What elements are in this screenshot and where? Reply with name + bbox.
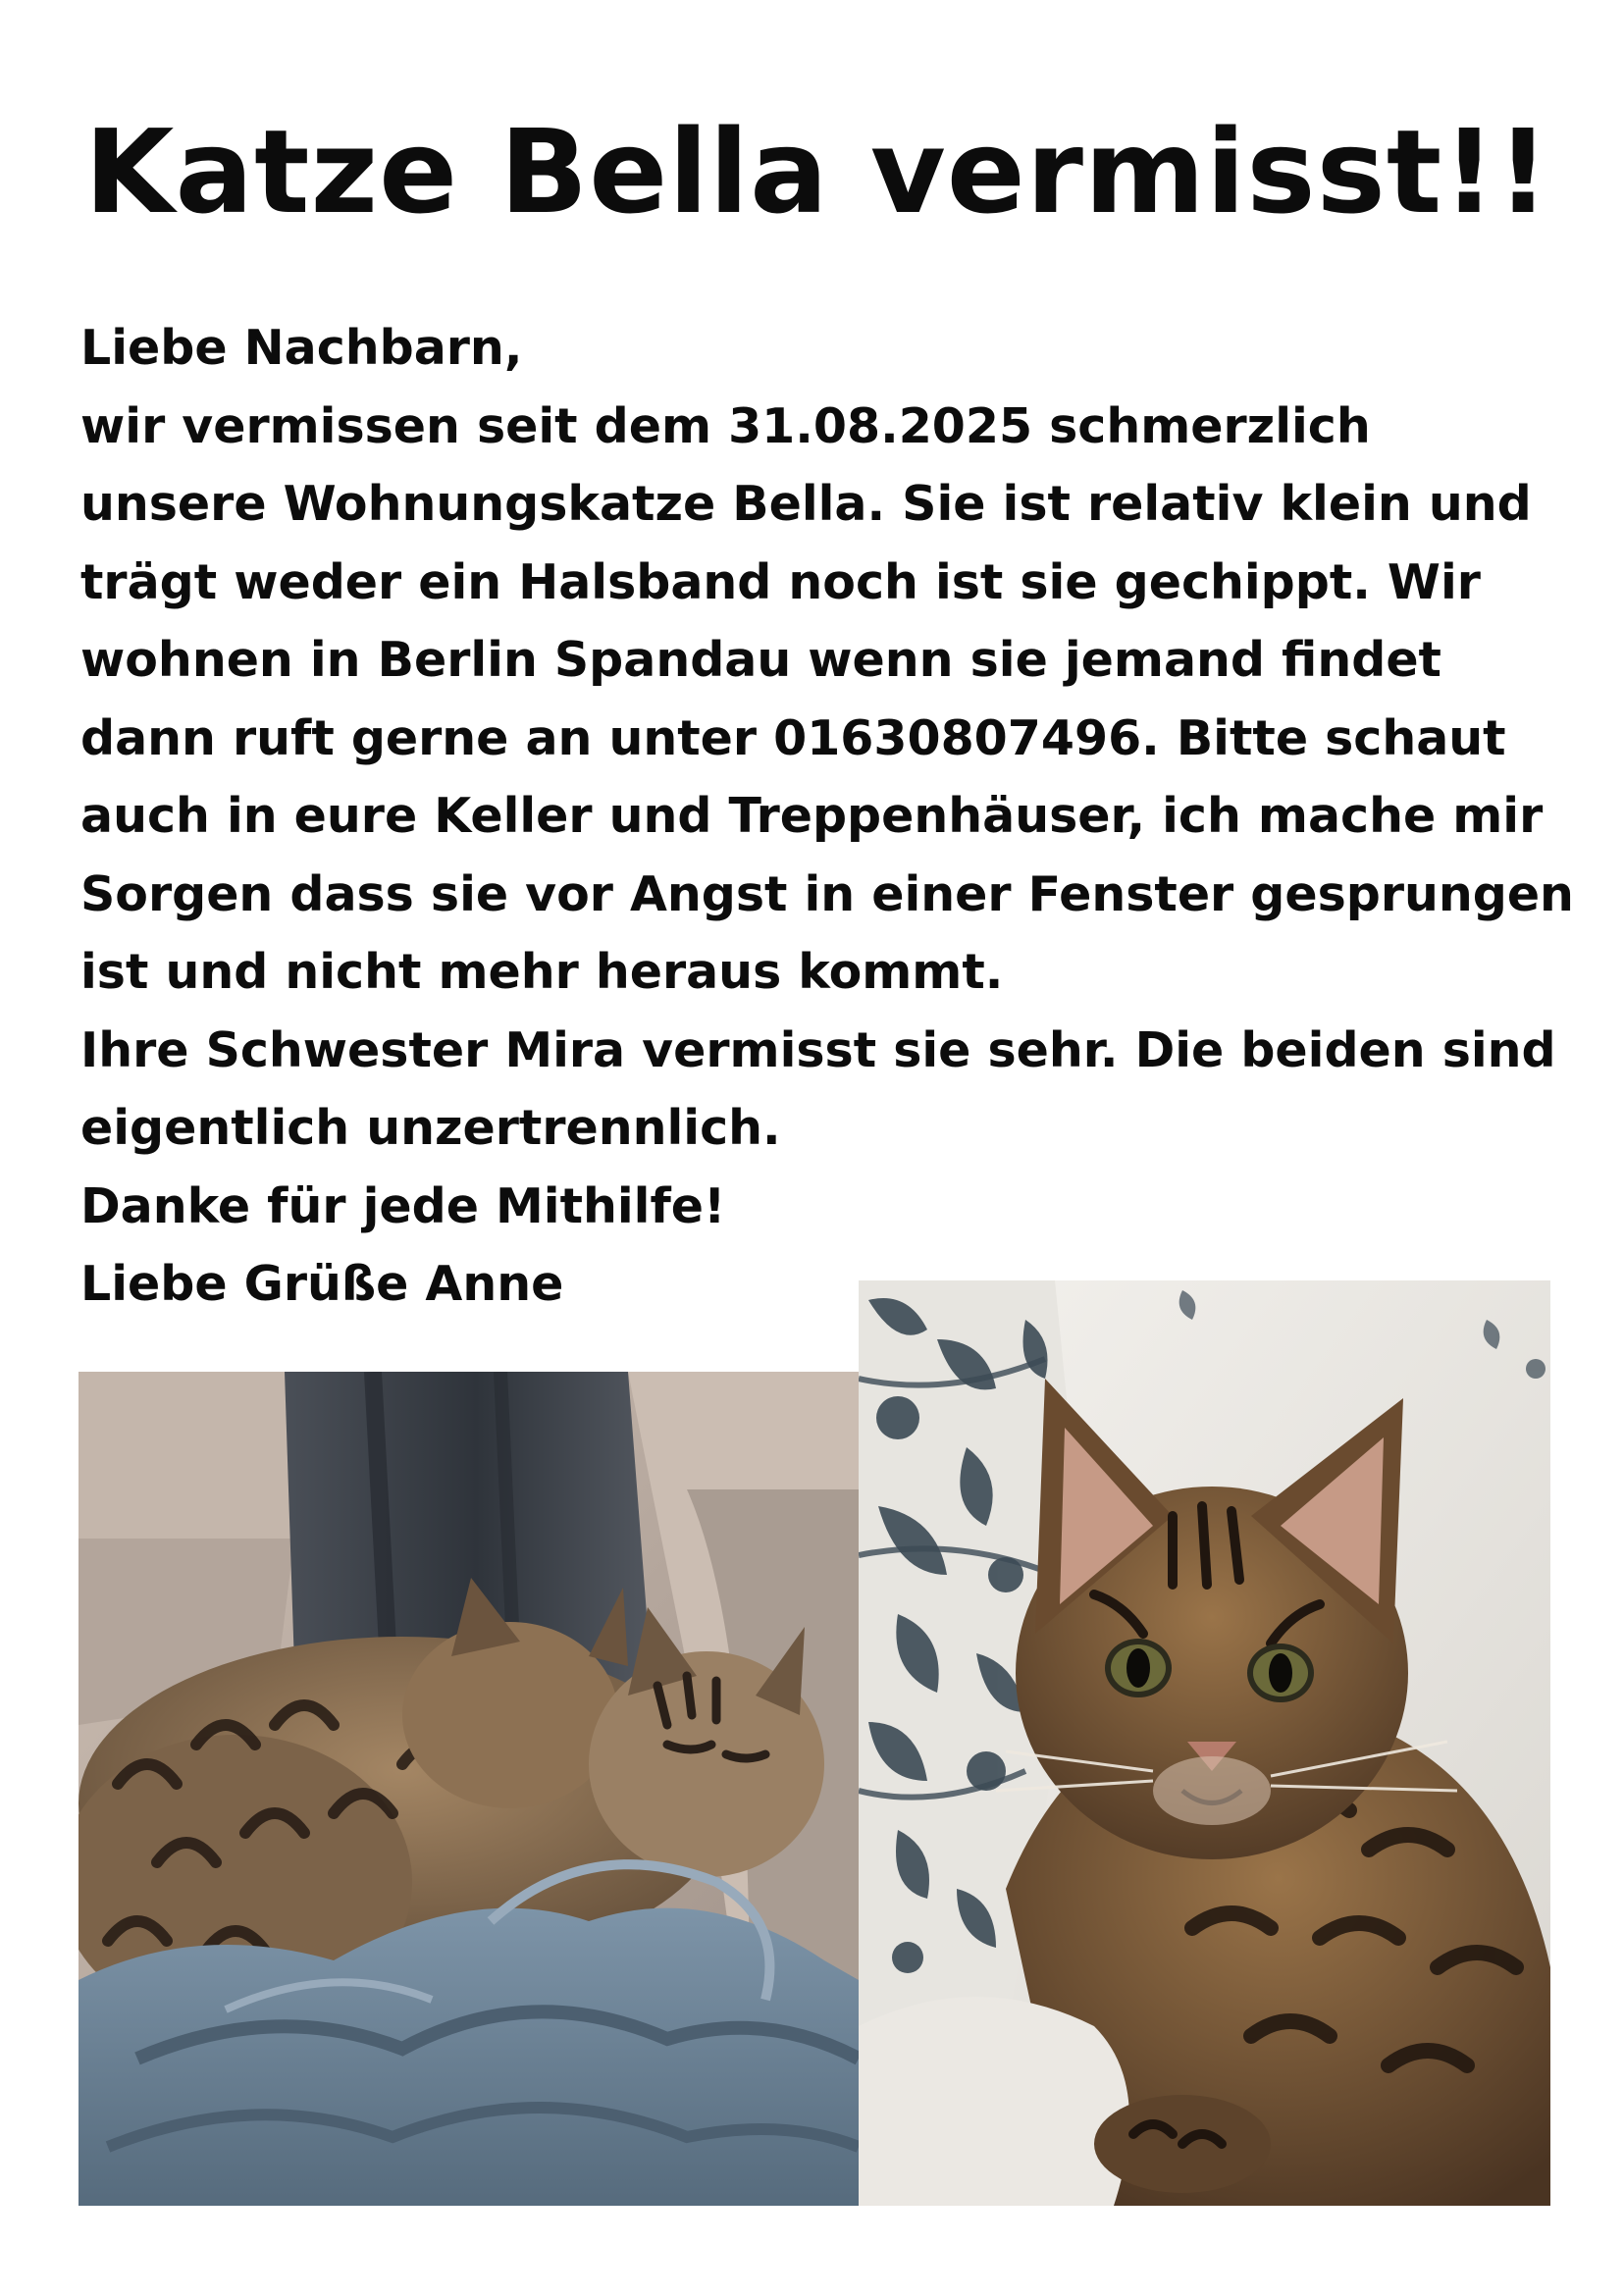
message-line: Sorgen dass sie vor Angst in einer Fenster gesprungen — [80, 865, 1574, 922]
bella-cat-image — [859, 1280, 1550, 2206]
message-line: dann ruft gerne an unter 01630807496. Bitte schaut — [80, 709, 1506, 766]
message-line: Liebe Nachbarn, — [80, 320, 523, 376]
message-line: Danke für jede Mithilfe! — [80, 1177, 726, 1234]
message-line: eigentlich unzertrennlich. — [80, 1100, 781, 1156]
poster-message — [80, 309, 1582, 1324]
poster-title: Katze Bella vermisst!! — [84, 104, 1550, 239]
two-cats-sleeping-image — [79, 1372, 859, 2206]
message-line: trägt weder ein Halsband noch ist sie gechippt. Wir — [80, 553, 1481, 610]
message-line: unsere Wohnungskatze Bella. Sie ist relativ klein und — [80, 476, 1532, 532]
photo-two-cats-sleeping — [79, 1372, 859, 2206]
message-line: wir vermissen seit dem 31.08.2025 schmerzlich — [80, 397, 1371, 454]
message-line: ist und nicht mehr heraus kommt. — [80, 944, 1004, 1000]
photo-bella — [859, 1280, 1550, 2206]
signature-line: Liebe Grüße Anne — [80, 1256, 564, 1312]
message-line: wohnen in Berlin Spandau wenn sie jemand findet — [80, 632, 1441, 688]
message-line: Ihre Schwester Mira vermisst sie sehr. Die beiden sind — [80, 1021, 1556, 1078]
message-line: auch in eure Keller und Treppenhäuser, ich mache mir — [80, 788, 1544, 844]
